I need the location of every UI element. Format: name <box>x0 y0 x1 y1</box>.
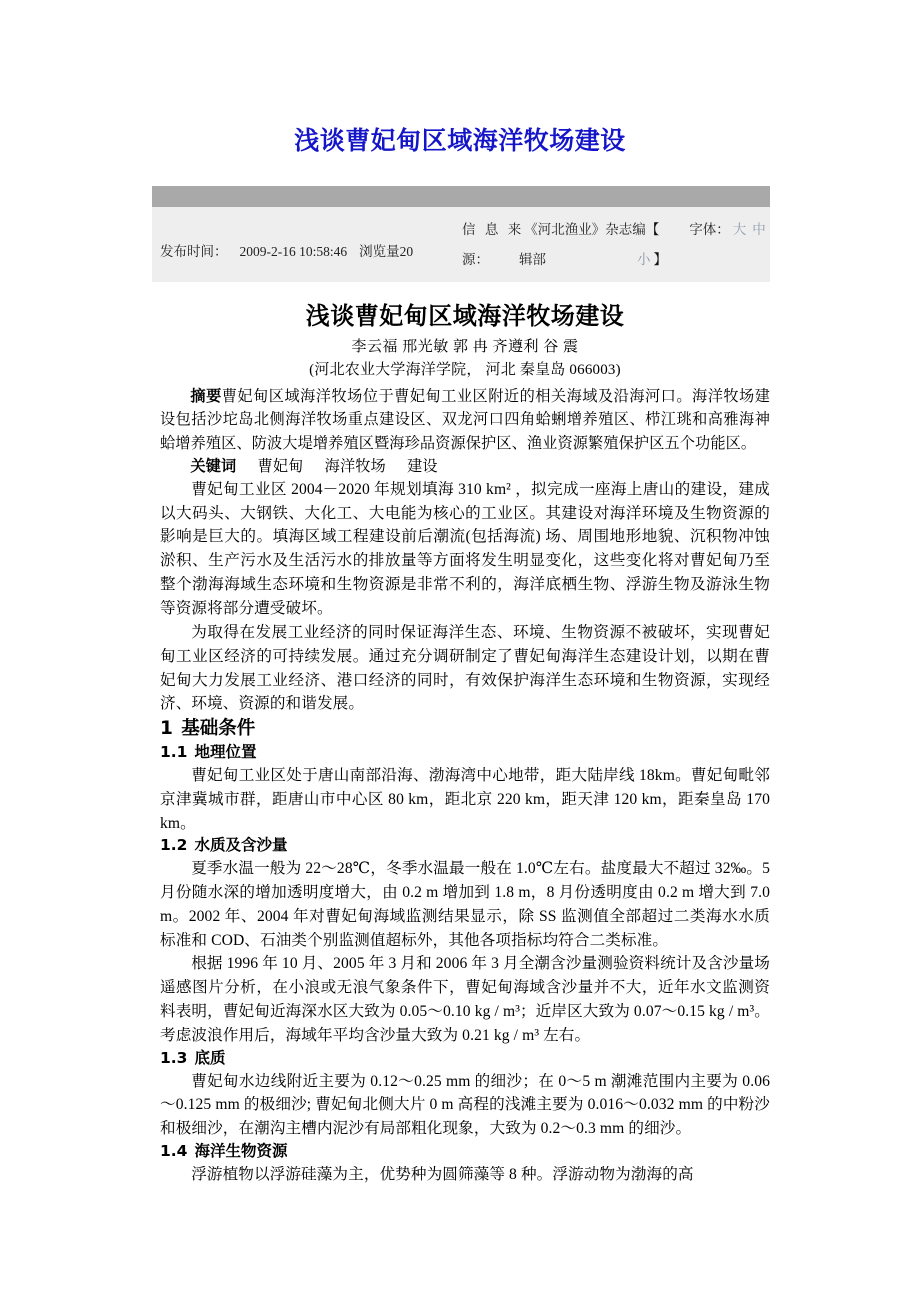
section-1-1-paragraph: 曹妃甸工业区处于唐山南部沿海、渤海湾中心地带，距大陆岸线 18km。曹妃甸毗邻京津冀城市群，距唐山市中心区 80 km，距北京 220 km，距天津 120 km，距秦皇岛 170 km。 <box>160 766 770 832</box>
font-size-small-link[interactable]: 小 <box>637 252 651 267</box>
publish-info <box>160 240 413 260</box>
info-bar-body <box>152 207 770 282</box>
page-title: 浅谈曹妃甸区域海洋牧场建设 <box>294 126 626 155</box>
article-affiliation: (河北农业大学海洋学院， 河北 秦皇岛 066003) <box>309 361 621 378</box>
publish-time-value: 2009-2-16 10:58:46 <box>239 244 348 259</box>
subsection-number: 1.3 <box>160 1048 188 1067</box>
section-1-4-paragraph: 浮游植物以浮游硅藻为主，优势种为圆筛藻等 8 种。浮游动物为渤海的高 <box>191 1165 694 1183</box>
section-heading-1-3 <box>160 1048 770 1070</box>
article-body <box>160 300 770 1187</box>
keyword-item: 建设 <box>407 457 438 475</box>
fontsize-bracket-close: 】 <box>653 252 667 267</box>
source-label-line1: 信 息 来 <box>462 222 525 237</box>
article-abstract <box>160 385 770 454</box>
subsection-title: 地理位置 <box>194 743 257 762</box>
article-info-bar <box>152 186 770 282</box>
keywords-label: 关键词 <box>190 457 237 475</box>
source-label-line2: 源： <box>462 252 489 267</box>
source-row-2 <box>462 245 762 275</box>
article-authors: 李云福 邢光敏 郭 冉 齐遵利 谷 震 <box>351 339 579 356</box>
article-title: 浅谈曹妃甸区域海洋牧场建设 <box>305 302 625 330</box>
source-value-line1: 《河北渔业》杂志编 <box>524 222 646 237</box>
abstract-text: 曹妃甸区域海洋牧场位于曹妃甸工业区附近的相关海域及沿海河口。海洋牧场建设包括沙坨岛北侧海洋牧场重点建设区、双龙河口四角蛤蜊增养殖区、栉江珧和高雅海神蛤增养殖区、防波大堤增养殖区暨海珍品资源保护区、渔业资源繁殖保护区五个功能区。 <box>160 388 771 452</box>
view-count: 浏览量20 <box>359 244 414 259</box>
abstract-label: 摘要 <box>190 388 222 406</box>
section-heading-1-2 <box>160 835 770 857</box>
info-bar-header-band <box>152 186 770 207</box>
font-size-medium-link[interactable]: 中 <box>752 222 766 237</box>
intro-paragraph-1: 曹妃甸工业区 2004－2020 年规划填海 310 km² ，拟完成一座海上唐山的建设，建成以大码头、大钢铁、大化工、大电能为核心的工业区。其建设对海洋环境及生物资源的影响是巨大的。填海区域工程建设前后潮流(包括海流) 场、周围地形地貌、沉积物冲蚀淤积、生产污水及生活污水的排放量等方面将发生明显变化，这些变化将对曹妃甸乃至整个渤海海域生态环境和生物资源是非常不利的，海洋底栖生物、浮游生物及游泳生物等资源将部分遭受破坏。 <box>160 480 770 617</box>
source-value-line2: 辑部 <box>519 252 546 267</box>
subsection-number: 1.4 <box>160 1142 188 1161</box>
section-1-3-paragraph: 曹妃甸水边线附近主要为 0.12～0.25 mm 的细沙；在 0～5 m 潮滩范围内主要为 0.06～0.125 mm 的极细沙; 曹妃甸北侧大片 0 m 高程的浅滩主要为 0.016～0.032 mm 的中粉沙和极细沙，在潮沟主槽内泥沙有局部粗化现象，大致为 0.2～0.3 mm 的细沙。 <box>160 1072 770 1138</box>
section-1-2-paragraph-2: 根据 1996 年 10 月、2005 年 3 月和 2006 年 3 月全潮含沙量测验资料统计及含沙量场遥感图片分析，在小浪或无浪气象条件下，曹妃甸海域含沙量并不大，近年水文监测资料表明，曹妃甸近海深水区大致为 0.05～0.10 kg / m³；近岸区大致为 0.07～0.15 kg / m³。考虑波浪作用后，海域年平均含沙量大致为 0.21 kg / m³ 左右。 <box>160 955 770 1044</box>
section-heading-1-1 <box>160 742 770 764</box>
subsection-title: 海洋生物资源 <box>194 1142 288 1161</box>
subsection-number: 1.1 <box>160 743 188 762</box>
publish-time-label: 发布时间： <box>160 244 228 259</box>
fontsize-label: 字体： <box>689 222 730 237</box>
section-number: 1 <box>160 718 173 740</box>
keyword-item: 曹妃甸 <box>257 457 304 475</box>
font-size-large-link[interactable]: 大 <box>732 222 747 237</box>
article-keywords <box>160 455 770 478</box>
subsection-title: 水质及含沙量 <box>194 836 288 855</box>
section-heading-1 <box>160 717 770 742</box>
fontsize-bracket-open: 【 <box>645 222 660 237</box>
source-and-fontsize <box>462 215 766 275</box>
source-row-1 <box>462 215 766 245</box>
section-title: 基础条件 <box>181 718 256 740</box>
subsection-number: 1.2 <box>160 836 188 855</box>
keyword-item: 海洋牧场 <box>324 457 386 475</box>
section-1-2-paragraph-1: 夏季水温一般为 22～28℃，冬季水温最一般在 1.0℃左右。盐度最大不超过 32‰。5 月份随水深的增加透明度增大，由 0.2 m 增加到 1.8 m，8 月份透明度由 0.2 m 增大到 7.0 m。2002 年、2004 年对曹妃甸海域监测结果显示，除 SS 监测值全部超过二类海水水质标准和 COD、石油类个别监测值超标外，其他各项指标均符合二类标准。 <box>160 860 770 949</box>
subsection-title: 底质 <box>194 1048 226 1067</box>
section-heading-1-4 <box>160 1141 770 1163</box>
intro-paragraph-2: 为取得在发展工业经济的同时保证海洋生态、环境、生物资源不被破坏，实现曹妃甸工业区经济的可持续发展。通过充分调研制定了曹妃甸海洋生态建设计划，以期在曹妃甸大力发展工业经济、港口经济的同时，有效保护海洋生态环境和生物资源，实现经济、环境、资源的和谐发展。 <box>160 623 770 713</box>
